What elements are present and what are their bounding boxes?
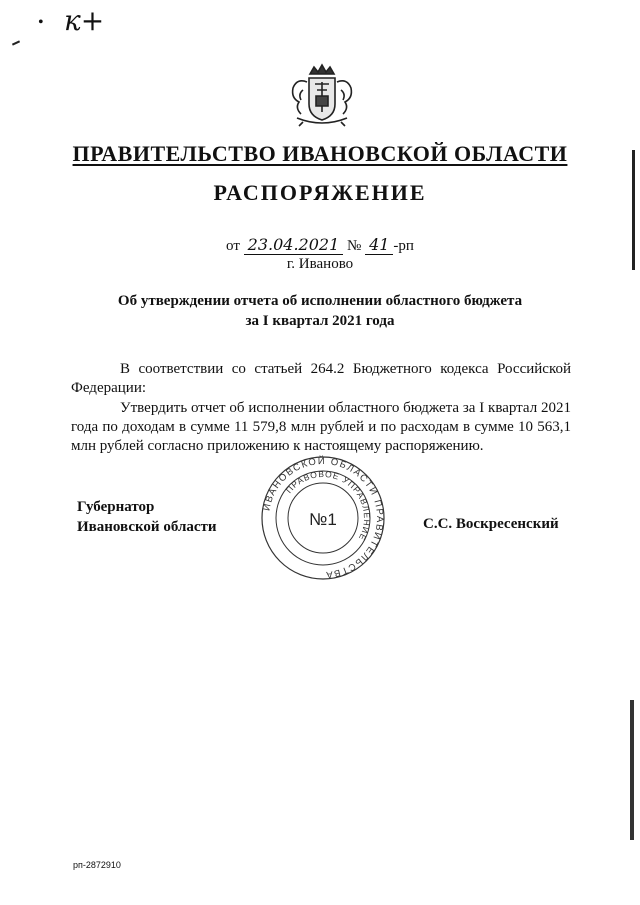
number-sign: № <box>347 238 362 254</box>
scan-edge-mark-lower <box>630 700 634 840</box>
document-type: РАСПОРЯЖЕНИЕ <box>213 180 427 205</box>
signatory-position <box>77 497 217 537</box>
signatory-name: С.С. Воскресенский <box>423 516 559 532</box>
number-suffix: -рп <box>393 238 414 254</box>
issue-date: 23.04.2021 <box>244 235 344 255</box>
seal-outer-text: ИВАНОВСКОЙ ОБЛАСТИ ПРАВИТЕЛЬСТВА <box>261 455 386 581</box>
seal-center-number: №1 <box>309 510 337 529</box>
handwritten-dot: • <box>38 14 44 31</box>
handwritten-initials: к+ <box>64 4 105 37</box>
footer-document-code: рп-2872910 <box>73 860 121 870</box>
position-line-2: Ивановской области <box>77 519 217 535</box>
government-title: ПРАВИТЕЛЬСТВО ИВАНОВСКОЙ ОБЛАСТИ <box>72 141 568 166</box>
position-line-1: Губернатор <box>77 499 155 515</box>
subject-line-2: за I квартал 2021 года <box>245 313 395 329</box>
body-paragraph-1: В соответствии со статьей 264.2 Бюджетного кодекса Российской Федерации: <box>71 361 571 396</box>
seal-inner-text: ПРАВОВОЕ УПРАВЛЕНИЕ <box>283 468 373 543</box>
issue-number: 41 <box>365 235 393 255</box>
subject-line-1: Об утверждении отчета об исполнении областного бюджета <box>117 293 523 309</box>
handwritten-tick <box>12 40 20 45</box>
issue-city: г. Иваново <box>286 256 354 272</box>
subject-heading <box>0 291 640 331</box>
from-prefix: от <box>226 238 240 254</box>
body-paragraph-2: Утвердить отчет об исполнении областного бюджета за I квартал 2021 года по доходам в сумме 11 579,8 млн рублей и по расходам в сумме 10 563,1 млн рублей согласно приложению к настоящему распоряжению. <box>71 400 571 454</box>
issue-line <box>0 235 640 255</box>
official-seal-stamp <box>260 455 386 581</box>
coat-of-arms-icon <box>285 60 359 128</box>
